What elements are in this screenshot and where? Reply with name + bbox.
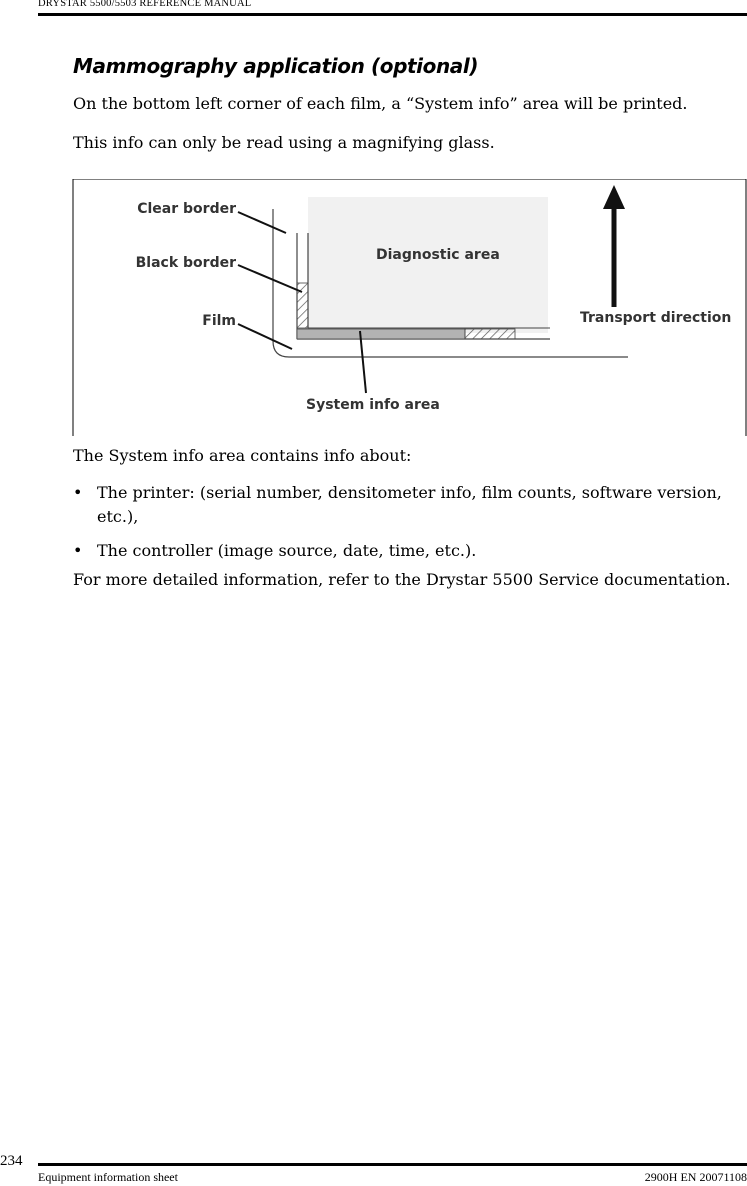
clear-border-label: Clear border [137,201,236,217]
film-label: Film [202,313,236,329]
footer-rule [38,1163,747,1166]
footer-document-code: 2900H EN 20071108 [644,1170,747,1184]
section-title: Mammography application (optional) [73,54,479,78]
bullet-icon: • [73,541,83,560]
system-info-hatch [465,329,515,339]
transport-arrow-head [603,185,625,209]
black-border-label: Black border [135,255,236,271]
black-border-leader [238,265,302,292]
transport-direction-label: Transport direction [580,310,732,326]
bullet-text: The controller (image source, date, time, etc.). [97,541,477,560]
list-intro: The System info area contains info about: [73,446,412,465]
film-leader [238,324,292,349]
figure-svg [72,179,747,436]
intro-paragraph-2: This info can only be read using a magnifying glass. [73,133,495,152]
closing-paragraph: For more detailed information, refer to the Drystar 5500 Service documentation. [73,570,731,589]
page-number: 234 [0,1153,23,1169]
clear-border-leader [238,212,286,233]
list-item [73,539,747,563]
intro-paragraph-1: On the bottom left corner of each film, a “System info” area will be printed. [73,94,688,113]
diagnostic-area-shading [308,197,548,333]
bullet-icon: • [73,483,83,502]
system-info-leader [360,331,366,393]
bullet-text: The printer: (serial number, densitometer info, film counts, software version, etc.), [97,483,722,526]
header-rule [38,13,747,16]
running-header: DRYSTAR 5500/5503 REFERENCE MANUAL [38,0,252,9]
system-info-bar [297,329,465,339]
footer-document-title: Equipment information sheet [38,1170,178,1184]
list-item [73,481,747,529]
system-info-figure [72,179,747,436]
info-bullet-list [73,481,747,573]
system-info-area-label: System info area [306,397,440,413]
diagnostic-area-label: Diagnostic area [376,247,500,263]
